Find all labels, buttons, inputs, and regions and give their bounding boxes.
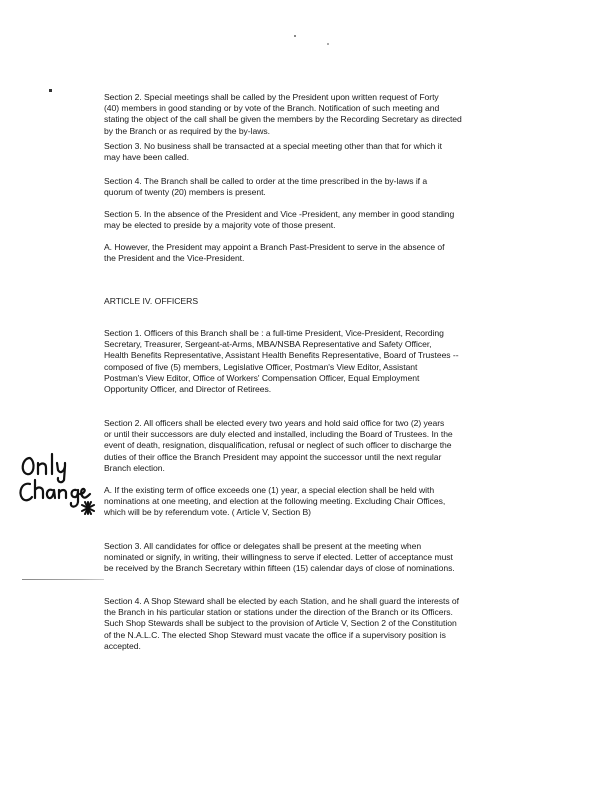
handwritten-note-only-change — [0, 450, 120, 530]
article-heading: ARTICLE IV. OFFICERS — [104, 296, 199, 306]
scan-speck — [327, 43, 329, 45]
scan-speck — [49, 89, 52, 92]
article4-section1: Section 1. Officers of this Branch shall be : a full-time President, Vice-President, Recording Secretary, Treasurer, Sergeant-at-Arms, MBA/NSBA Representative and Safety Officer, Health Benefits Representative, Assistant Health Benefits Representative, Board of Trustees -- composed of five (5) members, Legislative Officer, Postman's View Editor, Assistant Postman's View Editor, Office of Workers' Compensation Officer, Equal Employment Opportunity Officer, and Director of Retirees. — [104, 328, 459, 395]
article3-section2: Section 2. Special meetings shall be called by the President upon written request of Forty (40) members in good standing or by vote of the Branch. Notification of such meeting and stating the object of the call shall be given the members by the Recording Secretary as directed by the Branch or as required by the by-laws. — [104, 92, 462, 136]
article3-section4: Section 4. The Branch shall be called to order at the time prescribed in the by-laws if a quorum of twenty (20) members is present. — [104, 176, 428, 198]
margin-line — [22, 579, 104, 580]
article4-section4: Section 4. A Shop Steward shall be elected by each Station, and he shall guard the interests of the Branch in his particular station or stations under the direction of the Branch or its Officers. Such Shop Stewards shall be subject to the provision of Article V, Section 2 of the Constitution of the N.A.L.C. The elected Shop Steward must vacate the office if a supervisory position is accepted. — [104, 596, 459, 651]
asterisk-mark — [82, 502, 94, 514]
article4-section3: Section 3. All candidates for office or delegates shall be present at the meeting when nominated or signify, in writing, their willingness to serve if elected. Letter of acceptance must be received by the Branch Secretary within fifteen (15) calendar days of close of nominations. — [104, 541, 455, 574]
article4-section2-a: A. If the existing term of office exceeds one (1) year, a special election shall be held with nominations at one meeting, and election at the following meeting. Excluding Chair Offices, which will be by referendum vote. ( Article V, Section B) — [104, 485, 446, 518]
article3-section5: Section 5. In the absence of the President and Vice -President, any member in good standing may be elected to preside by a majority vote of those present. — [104, 209, 455, 231]
article3-section5-a: A. However, the President may appoint a Branch Past-President to serve in the absence of the President and the Vice-President. — [104, 242, 445, 264]
article3-section3: Section 3. No business shall be transacted at a special meeting other than that for which it may have been called. — [104, 141, 442, 163]
scan-speck — [294, 35, 296, 37]
article4-section2: Section 2. All officers shall be elected every two years and hold said office for two (2) years or until their successors are duly elected and installed, including the Board of Trustees. In the event of death, resignation, disqualification, refusal or neglect of such officer to discharge the duties of their office the Branch President may appoint the successor until the next regular Branch election. — [104, 418, 453, 473]
